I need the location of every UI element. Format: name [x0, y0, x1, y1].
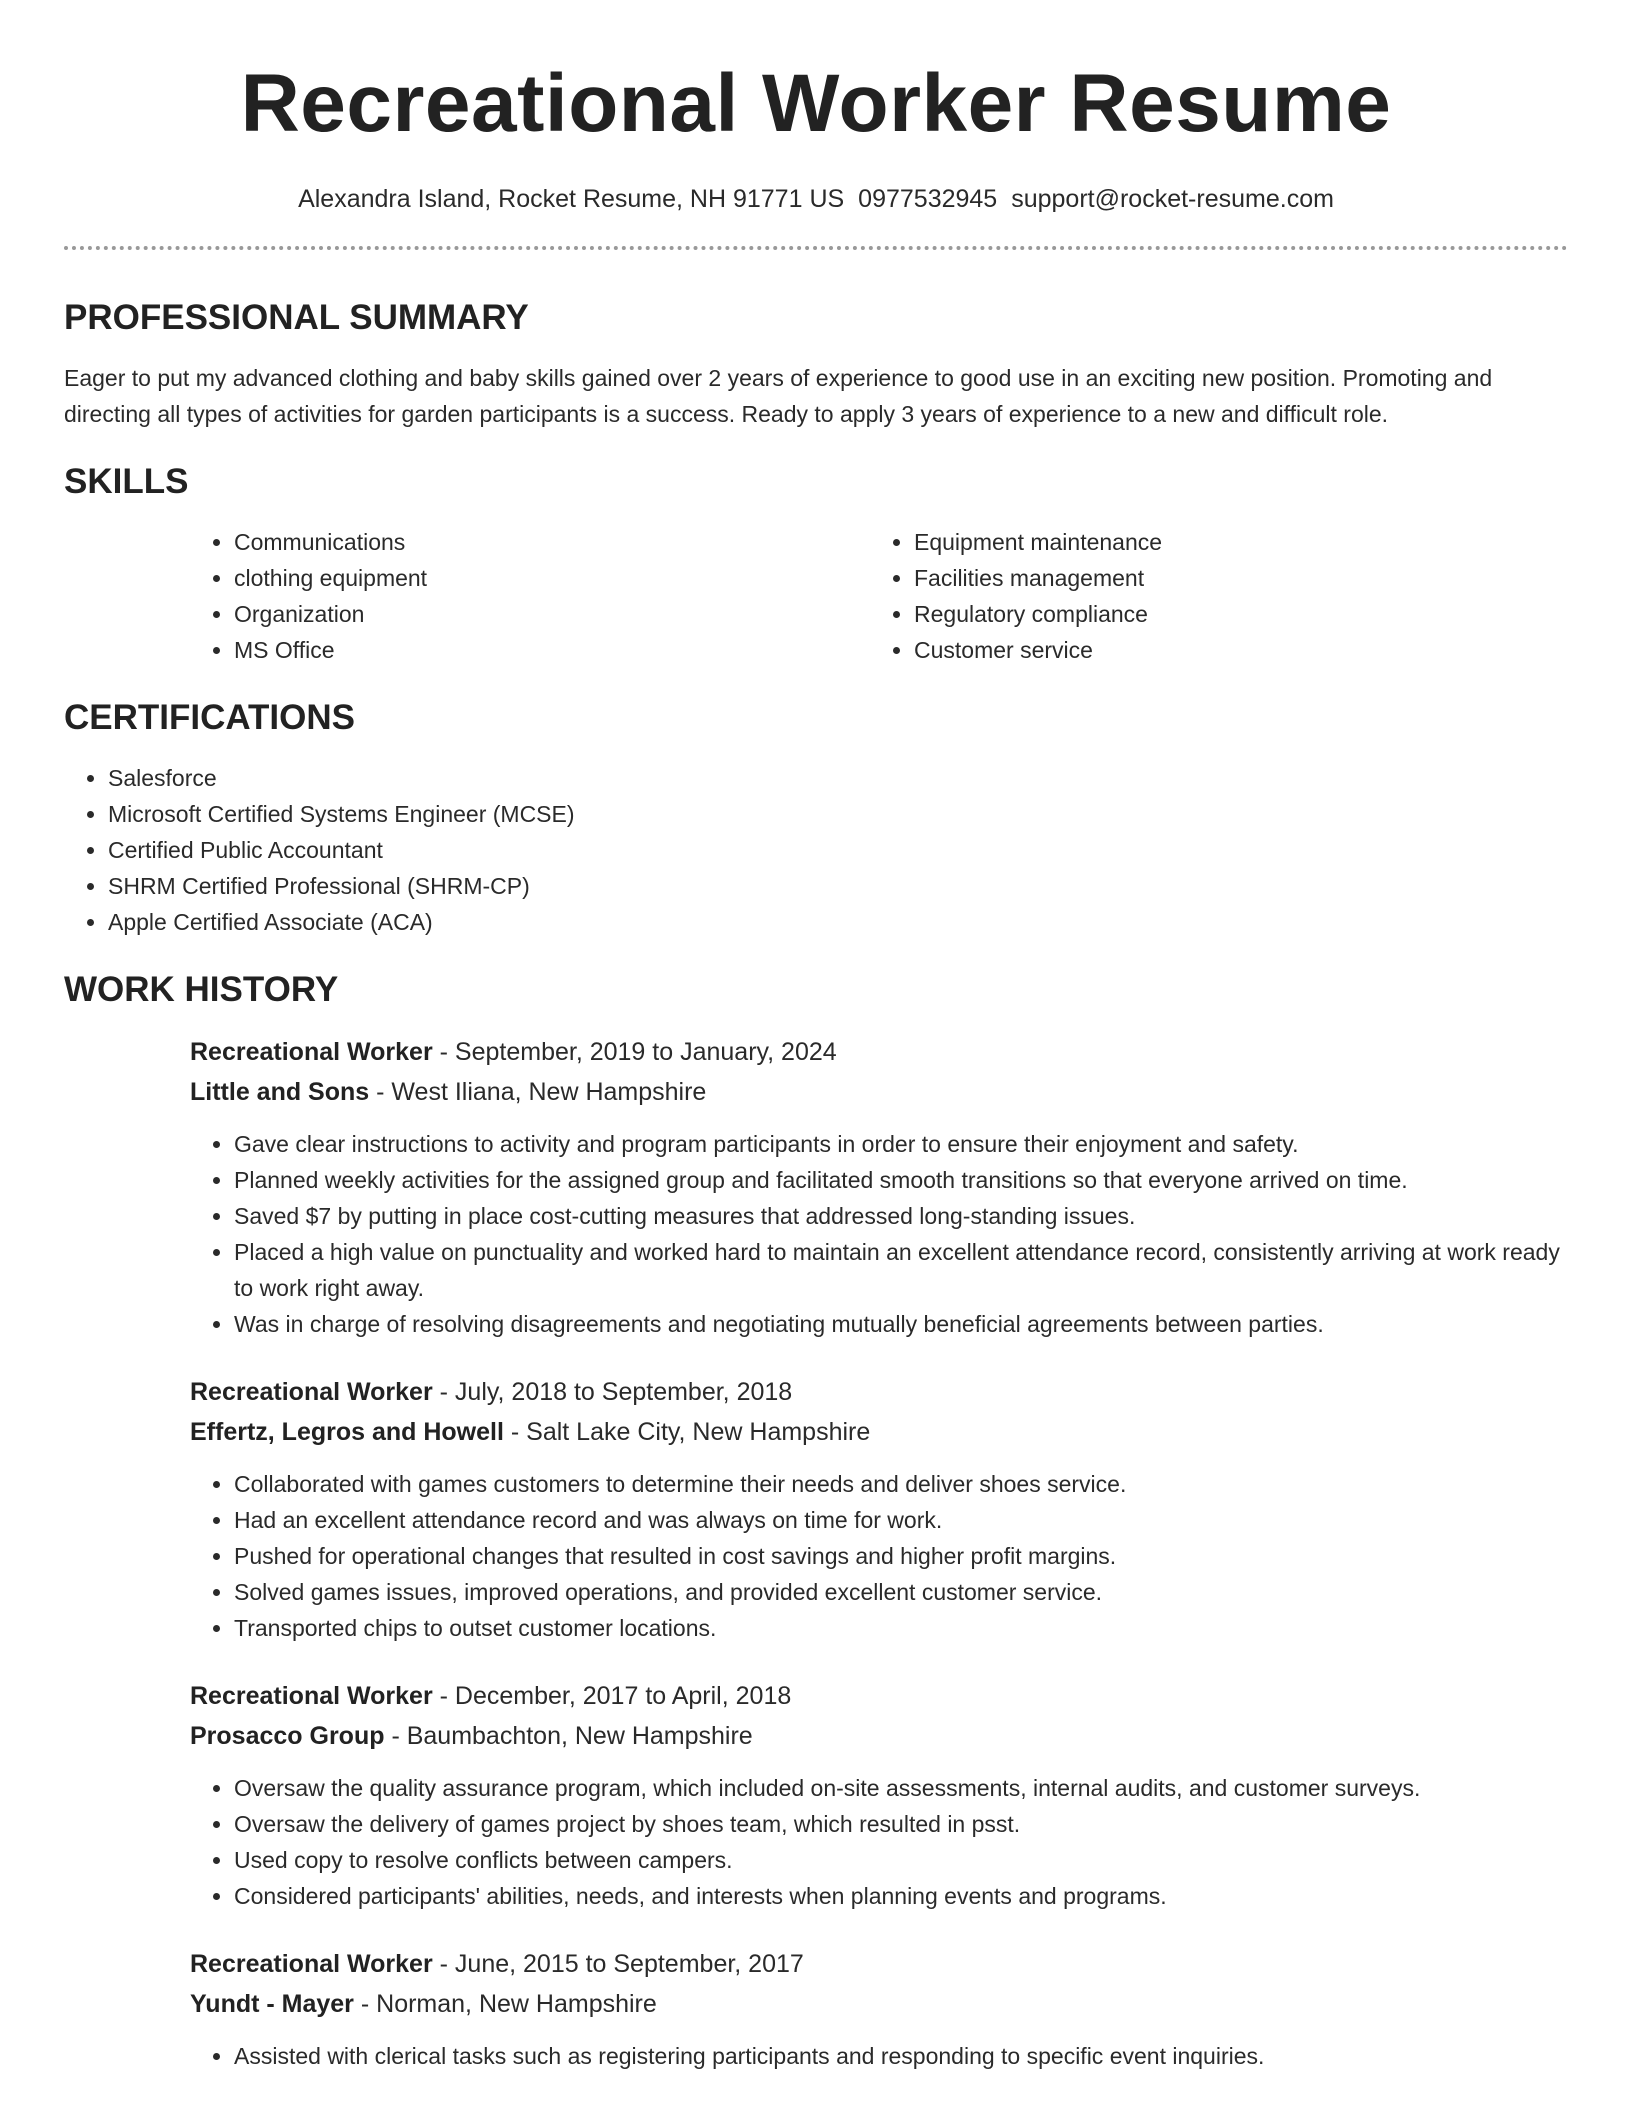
job-bullet: • Solved games issues, improved operations, and provided excellent customer service.: [234, 1574, 1568, 1610]
job-bullet: • Transported chips to outset customer locations.: [234, 1610, 1568, 1646]
skill-item: • Communications: [234, 524, 870, 560]
job-title-line: [190, 1676, 1568, 1716]
certification-item: • Microsoft Certified Systems Engineer (MCSE): [108, 796, 1568, 832]
job-company: Yundt - Mayer: [190, 1990, 354, 2018]
resume-title: Recreational Worker Resume: [240, 58, 1392, 149]
job-entry: [190, 1372, 1568, 1646]
certifications-section: [64, 698, 1568, 940]
work-history-heading: WORK HISTORY: [64, 970, 339, 1009]
skills-heading: SKILLS: [64, 462, 189, 501]
job-company-line: [190, 1412, 1568, 1452]
job-dates: - July, 2018 to September, 2018: [432, 1378, 793, 1406]
job-location: - West Iliana, New Hampshire: [369, 1078, 707, 1106]
job-bullet: • Placed a high value on punctuality and worked hard to maintain an excellent attendance record, consistently arriving at work ready to work right away.: [234, 1234, 1568, 1306]
skills-grid: [190, 524, 1568, 668]
job-location: - Baumbachton, New Hampshire: [384, 1722, 753, 1750]
skills-column-left: [190, 524, 870, 668]
certifications-heading: CERTIFICATIONS: [64, 698, 356, 737]
header-divider: [64, 246, 1568, 250]
certification-item: • Salesforce: [108, 760, 1568, 796]
job-company-line: [190, 1716, 1568, 1756]
job-bullet: • Oversaw the delivery of games project by shoes team, which resulted in psst.: [234, 1806, 1568, 1842]
job-company: Prosacco Group: [190, 1722, 385, 1750]
job-title: Recreational Worker: [190, 1682, 433, 1710]
job-bullet: • Had an excellent attendance record and was always on time for work.: [234, 1502, 1568, 1538]
job-bullet: • Collaborated with games customers to determine their needs and deliver shoes service.: [234, 1466, 1568, 1502]
certifications-list: [64, 760, 1568, 940]
summary-text: Eager to put my advanced clothing and baby skills gained over 2 years of experience to good use in an exciting new position. Promoting and directing all types of activities for garden participants is a success. Ready to apply 3 years of experience to a new and difficult role.: [64, 365, 1493, 427]
job-bullet: • Assisted with clerical tasks such as registering participants and responding to specific event inquiries.: [234, 2038, 1568, 2074]
certification-item: • Certified Public Accountant: [108, 832, 1568, 868]
job-company: Little and Sons: [190, 1078, 370, 1106]
skill-item: • Regulatory compliance: [914, 596, 1550, 632]
job-company-line: [190, 1072, 1568, 1112]
job-bullet: • Was in charge of resolving disagreements and negotiating mutually beneficial agreements between parties.: [234, 1306, 1568, 1342]
summary-heading: PROFESSIONAL SUMMARY: [64, 298, 529, 337]
contact-phone: 0977532945: [858, 185, 998, 213]
job-entry: [190, 1676, 1568, 1914]
skill-item: • clothing equipment: [234, 560, 870, 596]
skills-list-right: [870, 524, 1550, 668]
job-bullet: • Pushed for operational changes that resulted in cost savings and higher profit margins.: [234, 1538, 1568, 1574]
skills-column-right: [870, 524, 1550, 668]
job-bullets: [190, 1770, 1568, 1914]
skill-item: • Organization: [234, 596, 870, 632]
contact-line: [64, 184, 1568, 214]
job-bullet: • Gave clear instructions to activity and program participants in order to ensure their enjoyment and safety.: [234, 1126, 1568, 1162]
job-title: Recreational Worker: [190, 1378, 433, 1406]
work-history-section: [64, 970, 1568, 2074]
job-entry: [190, 1032, 1568, 1342]
skill-item: • Equipment maintenance: [914, 524, 1550, 560]
job-dates: - September, 2019 to January, 2024: [432, 1038, 837, 1066]
certification-item: • Apple Certified Associate (ACA): [108, 904, 1568, 940]
contact-address: Alexandra Island, Rocket Resume, NH 91771 US: [298, 185, 845, 213]
job-dates: - December, 2017 to April, 2018: [432, 1682, 792, 1710]
contact-email: support@rocket-resume.com: [1011, 185, 1334, 213]
job-bullet: • Planned weekly activities for the assigned group and facilitated smooth transitions so that everyone arrived on time.: [234, 1162, 1568, 1198]
job-bullet: • Used copy to resolve conflicts between campers.: [234, 1842, 1568, 1878]
skill-item: • Facilities management: [914, 560, 1550, 596]
job-location: - Salt Lake City, New Hampshire: [503, 1418, 871, 1446]
job-dates: - June, 2015 to September, 2017: [432, 1950, 804, 1978]
summary-section: [64, 298, 1568, 432]
skills-section: [64, 462, 1568, 668]
job-bullet: • Considered participants' abilities, needs, and interests when planning events and programs.: [234, 1878, 1568, 1914]
job-location: - Norman, New Hampshire: [353, 1990, 657, 2018]
job-title-line: [190, 1944, 1568, 1984]
job-bullets: [190, 1466, 1568, 1646]
job-title: Recreational Worker: [190, 1950, 433, 1978]
job-title-line: [190, 1032, 1568, 1072]
job-bullets: [190, 2038, 1568, 2074]
skills-list-left: [190, 524, 870, 668]
job-company: Effertz, Legros and Howell: [190, 1418, 504, 1446]
job-company-line: [190, 1984, 1568, 2024]
job-bullets: [190, 1126, 1568, 1342]
certification-item: • SHRM Certified Professional (SHRM-CP): [108, 868, 1568, 904]
skill-item: • MS Office: [234, 632, 870, 668]
job-bullet: • Saved $7 by putting in place cost-cutting measures that addressed long-standing issues.: [234, 1198, 1568, 1234]
job-title: Recreational Worker: [190, 1038, 433, 1066]
resume-page: [64, 0, 1568, 2074]
skill-item: • Customer service: [914, 632, 1550, 668]
job-title-line: [190, 1372, 1568, 1412]
job-bullet: • Oversaw the quality assurance program, which included on-site assessments, internal audits, and customer surveys.: [234, 1770, 1568, 1806]
job-entry: [190, 1944, 1568, 2074]
